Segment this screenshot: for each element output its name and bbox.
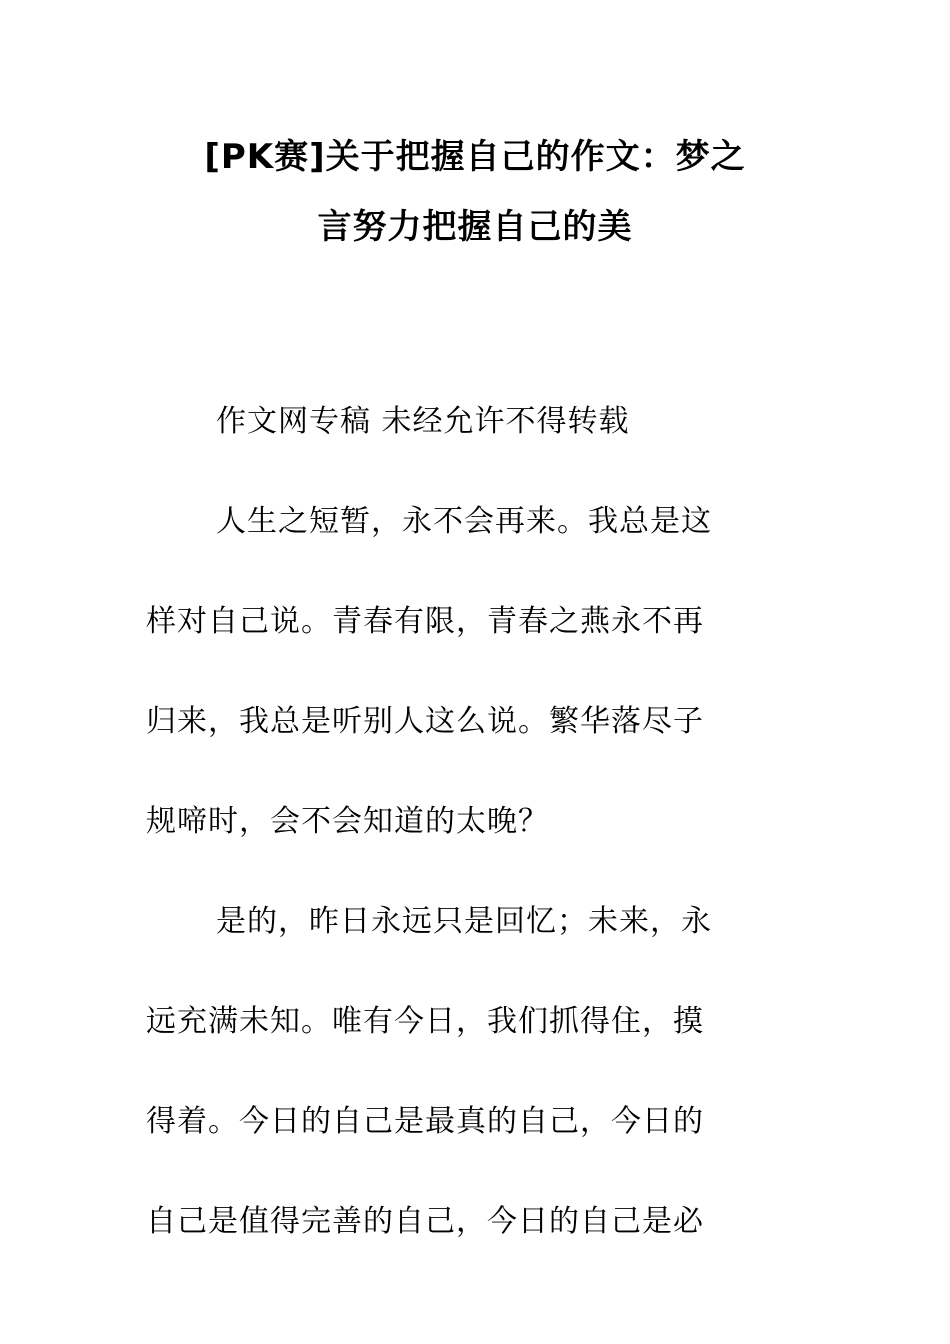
title-line: 言努力把握自己的美 — [317, 207, 633, 247]
paragraph-line: 样对自己说。青春有限，青春之燕永不再 — [146, 604, 704, 639]
paragraph-line: 作文网专稿 未经允许不得转载 — [216, 404, 630, 439]
title-line: [PK赛]关于把握自己的作文：梦之 — [204, 137, 746, 177]
paragraph-line: 是的，昨日永远只是回忆；未来，永 — [216, 904, 712, 939]
paragraph-line: 得着。今日的自己是最真的自己，今日的 — [146, 1104, 704, 1139]
paragraph-line: 规啼时，会不会知道的太晚？ — [146, 804, 549, 839]
body-paragraph — [146, 872, 786, 1272]
byline-paragraph — [146, 372, 786, 472]
paragraph-line: 归来，我总是听别人这么说。繁华落尽子 — [146, 704, 704, 739]
paragraph-line: 远充满未知。唯有今日，我们抓得住，摸 — [146, 1004, 704, 1039]
body-paragraph — [146, 472, 786, 872]
paragraph-line: 自己是值得完善的自己，今日的自己是必 — [146, 1204, 704, 1239]
document-title — [140, 122, 810, 262]
document-body — [146, 372, 786, 1272]
paragraph-line: 人生之短暂，永不会再来。我总是这 — [216, 504, 712, 539]
